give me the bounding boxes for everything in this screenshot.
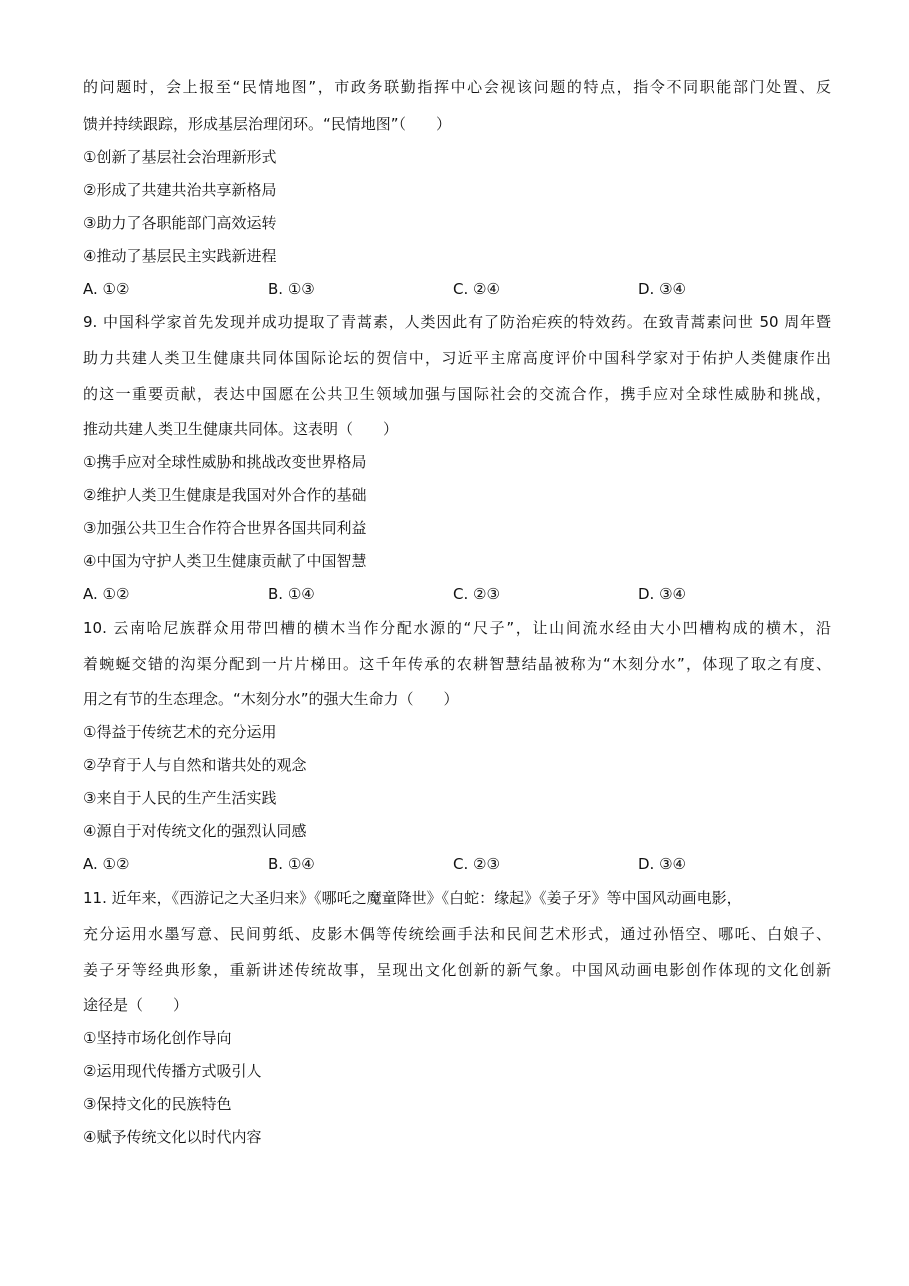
q10-option-b: B. ①④ [268,855,315,873]
q9-option-c: C. ②③ [453,585,500,603]
q9-stem-line: 助力共建人类卫生健康共同体国际论坛的贺信中，习近平主席高度评价中国科学家对于佑护人类健康作出 [83,349,831,367]
q11-statement: ②运用现代传播方式吸引人 [83,1062,262,1080]
q9-statement: ②维护人类卫生健康是我国对外合作的基础 [83,486,367,504]
q11-statement: ③保持文化的民族特色 [83,1095,232,1113]
q10-option-c: C. ②③ [453,855,500,873]
q9-option-d: D. ③④ [638,585,686,603]
q9-statement: ①携手应对全球性威胁和挑战改变世界格局 [83,453,367,471]
q8-statement: ③助力了各职能部门高效运转 [83,214,277,232]
q11-stem-line: 途径是（ ） [83,996,189,1014]
q10-statement: ①得益于传统艺术的充分运用 [83,723,277,741]
q11-statement: ④赋予传统文化以时代内容 [83,1128,262,1146]
q8-stem-line: 馈并持续跟踪，形成基层治理闭环。“民情地图”（ ） [83,115,452,133]
q10-statement: ②孕育于人与自然和谐共处的观念 [83,756,307,774]
q9-stem-line: 的这一重要贡献，表达中国愿在公共卫生领域加强与国际社会的交流合作，携手应对全球性威胁和挑战， [83,385,831,403]
q8-stem-line: 的问题时，会上报至“民情地图”，市政务联勤指挥中心会视该问题的特点，指令不同职能部门处置、反 [83,78,831,96]
q10-stem-line: 用之有节的生态理念。“木刻分水”的强大生命力（ ） [83,690,459,708]
q9-option-a: A. ①② [83,585,130,603]
q8-statement: ②形成了共建共治共享新格局 [83,181,277,199]
q10-statement: ③来自于人民的生产生活实践 [83,789,277,807]
q8-option-d: D. ③④ [638,280,686,298]
q9-stem-line: 9. 中国科学家首先发现并成功提取了青蒿素，人类因此有了防治疟疾的特效药。在致青蒿素问世 50 周年暨 [83,313,831,331]
q10-statement: ④源自于对传统文化的强烈认同感 [83,822,307,840]
q8-statement: ①创新了基层社会治理新形式 [83,148,277,166]
q8-statement: ④推动了基层民主实践新进程 [83,247,277,265]
q10-stem-line: 10. 云南哈尼族群众用带凹槽的横木当作分配水源的“尺子”，让山间流水经由大小凹槽构成的横木，沿 [83,619,831,637]
q11-stem-line: 11. 近年来，《西游记之大圣归来》《哪吒之魔童降世》《白蛇：缘起》《姜子牙》等中国风动画电影， [83,889,742,907]
q9-statement: ③加强公共卫生合作符合世界各国共同利益 [83,519,367,537]
q10-option-d: D. ③④ [638,855,686,873]
q9-statement: ④中国为守护人类卫生健康贡献了中国智慧 [83,552,367,570]
q11-statement: ①坚持市场化创作导向 [83,1029,232,1047]
q11-stem-line: 姜子牙等经典形象，重新讲述传统故事，呈现出文化创新的新气象。中国风动画电影创作体现的文化创新 [83,961,831,979]
q9-option-b: B. ①④ [268,585,315,603]
q9-stem-line: 推动共建人类卫生健康共同体。这表明（ ） [83,420,399,438]
q8-option-c: C. ②④ [453,280,500,298]
q11-stem-line: 充分运用水墨写意、民间剪纸、皮影木偶等传统绘画手法和民间艺术形式，通过孙悟空、哪吒、白娘子、 [83,925,831,943]
q10-option-a: A. ①② [83,855,130,873]
q8-option-a: A. ①② [83,280,130,298]
q10-stem-line: 着蜿蜒交错的沟渠分配到一片片梯田。这千年传承的农耕智慧结晶被称为“木刻分水”，体现了取之有度、 [83,655,831,673]
q8-option-b: B. ①③ [268,280,315,298]
